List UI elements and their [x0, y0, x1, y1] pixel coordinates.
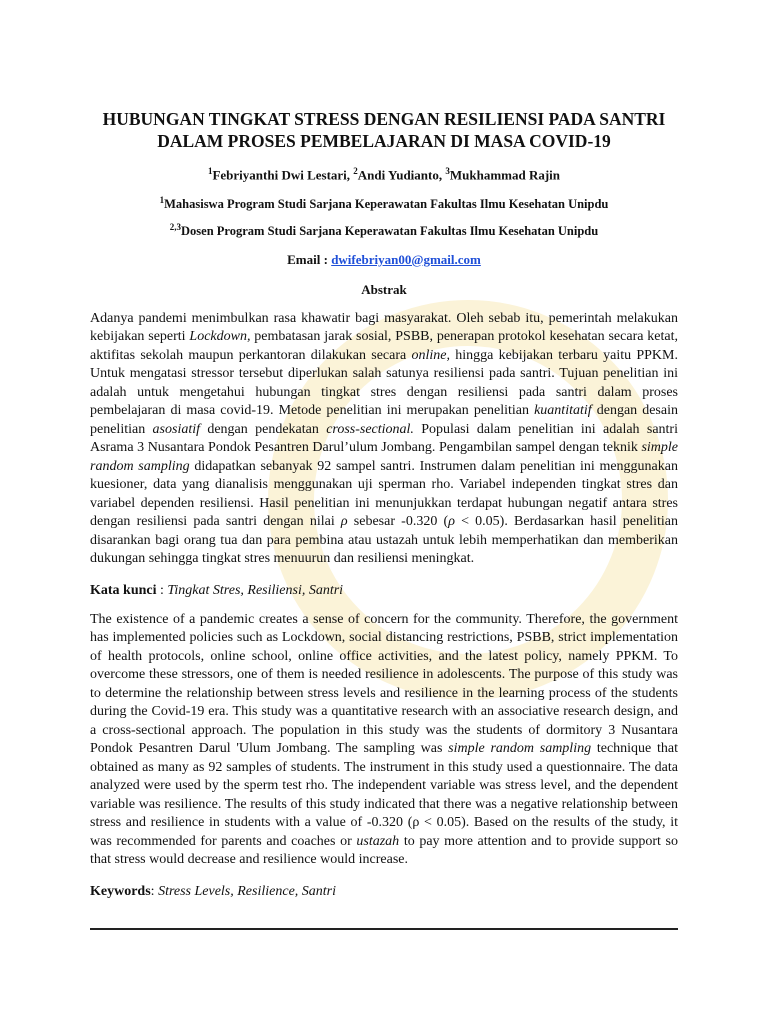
- abstract-heading: Abstrak: [361, 281, 407, 297]
- keywords-english: Keywords: Stress Levels, Resilience, Santri: [90, 883, 337, 899]
- abstract-indonesian: Adanya pandemi menimbulkan rasa khawatir bagi masyarakat. Oleh sebab itu, pemerintah melakukan kebijakan seperti Lockdown, pembatasan jarak sosial, PSBB, penerapan protokol kesehatan secara ketat, aktifitas sekolah maupun perkantoran dilakukan secara online, hingga kebijakan terbaru yaitu PPKM. Untuk mengatasi stressor tersebut diperlukan salah satunya resiliensi pada santri. Tujuan penelitian ini adalah untuk mengetahui hubungan tingkat stres dengan resiliensi pada santri dalam proses pembelajaran di masa covid-19. Metode penelitian ini merupakan penelitian kuantitatif dengan desain penelitian asosiatif dengan pendekatan cross-sectional. Populasi dalam penelitian ini adalah santri Asrama 3 Nusantara Pondok Pesantren Darul’ulum Jombang. Pengambilan sampel dengan teknik simple random sampling didapatkan sebanyak 92 sampel santri. Instrumen dalam penelitian ini menggunakan kuesioner, data yang dianalisis menggunakan uji sperman rho. Variabel independen tingkat stres dan variabel dependen resiliensi. Hasil penelitian ini menunjukkan terdapat hubungan negatif antara stres dengan resiliensi pada santri dengan nilai ρ sebesar -0.320 (ρ < 0.05). Berdasarkan hasil penelitian disarankan bagi orang tua dan para pembina atau ustazah untuk lebih memperhatikan dan memberikan dukungan sehingga tingkat stres menuurun dan resiliensi meningkat.: [90, 310, 678, 567]
- email-line: [90, 252, 678, 268]
- email-link[interactable]: dwifebriyan00@gmail.com: [331, 251, 481, 267]
- affiliation-1: $^1$Mahasiswa Program Studi Sarjana Keperawatan Fakultas Ilmu Kesehatan Unipdu: [159, 195, 609, 212]
- title-line-2: DALAM PROSES PEMBELAJARAN DI MASA COVID-19: [157, 131, 611, 151]
- keywords-indonesian: Kata kunci : Tingkat Stres, Resiliensi, Santri: [90, 582, 344, 598]
- title-line-1: HUBUNGAN TINGKAT STRESS DENGAN RESILIENSI PADA SANTRI: [102, 109, 666, 129]
- abstract-english: The existence of a pandemic creates a sense of concern for the community. Therefore, the government has implemented policies such as Lockdown, social distancing restrictions, PSBB, strict implementation of health protocols, online school, online office activities, and the latest policy, namely PPKM. To overcome these stressors, one of them is needed resilience in adolescents. The purpose of this study was to determine the relationship between stress levels and resilience in the learning process of the students during the Covid-19 era. This study was a quantitative research with an associative research design, and a cross-sectional approach. The population in this study was the students of dormitory 3 Nusantara Pondok Pesantren Darul 'Ulum Jombang. The sampling was simple random sampling technique that obtained as many as 92 samples of students. The instrument in this study used a questionnaire. The data analyzed were used by the sperm test rho. The independent variable was stress level, and the dependent variable was resilience. The results of this study indicated that there was a negative relationship between stress and resilience in students with a value of -0.320 (ρ < 0.05). Based on the results of the study, it was recommended for parents and coaches or ustazah to pay more attention and to provide support so that stress would decrease and resilience would increase.: [90, 611, 678, 868]
- author-3: Mukhammad Rajin: [449, 167, 561, 183]
- affiliation-2: $^{2,3}$Dosen Program Studi Sarjana Keperawatan Fakultas Ilmu Kesehatan Unipdu: [169, 222, 599, 239]
- author-2: Andi Yudianto,: [357, 167, 446, 183]
- paper-page: [90, 108, 678, 900]
- author-1: Febriyanthi Dwi Lestari,: [212, 167, 354, 183]
- email-label: Email :: [287, 251, 332, 267]
- paper-title: [90, 108, 678, 152]
- footer-rule: [90, 928, 678, 930]
- author-list: $^1$Febriyanthi Dwi Lestari, $^2$Andi Yudianto, $^3$Mukhammad Rajin: [207, 166, 561, 183]
